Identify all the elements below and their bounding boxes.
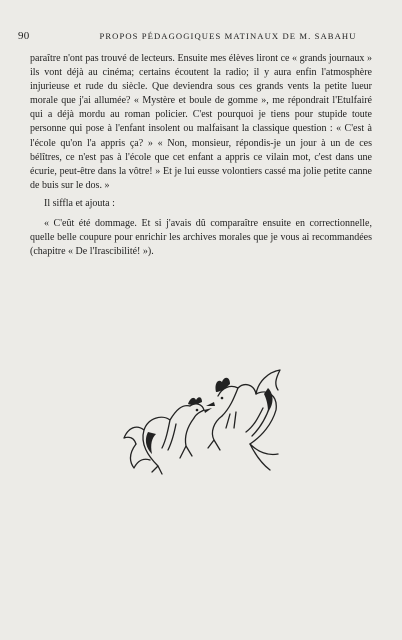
paragraph-3: « C'eût été dommage. Et si j'avais dû comparaître ensuite en correctionnelle, quelle belle coupure pour enrichir les archives morales que je vous ai recommandées (chapitre « De l'Irascibilité! »). — [30, 218, 372, 258]
paragraph-1: paraître n'ont pas trouvé de lecteurs. Ensuite mes élèves liront ce « grands journaux » ils vont déjà au cinéma; certains écoutent la radio; il y aura enfin l'atmosphère injurieuse et rude du siècle. Que deviendra sous ces grands vents la petite lueur morale que j'ai allumée? « Mystère et boule de gomme », me répondrait l'Etulfairé qui a déjà mordu au roman policier. C'est pourquoi je tiens pour stupide toute personne qui pose à l'enfant insolent ou malfaisant la classique question : « C'est à l'école qu'on l'a appris ça? » « Non, monsieur, répondis-je un jour à un de ces bélîtres, ce n'est pas à l'école que cet enfant a appris ce vilain mot, c'est dans une écurie, peut-être dans la vôtre! » Et je lui eusse volontiers cassé ma jolie petite canne de buis sur le dos. » — [30, 53, 372, 191]
body-text — [30, 52, 372, 259]
paragraph-2: Il siffla et ajouta : — [44, 197, 115, 209]
running-title: PROPOS PÉDAGOGIQUES MATINAUX DE M. SABAHU — [99, 31, 357, 41]
page-number: 90 — [18, 30, 30, 42]
rooster-fight-icon — [118, 348, 288, 478]
page-header — [18, 30, 384, 44]
rooster-fight-illustration — [118, 348, 288, 478]
